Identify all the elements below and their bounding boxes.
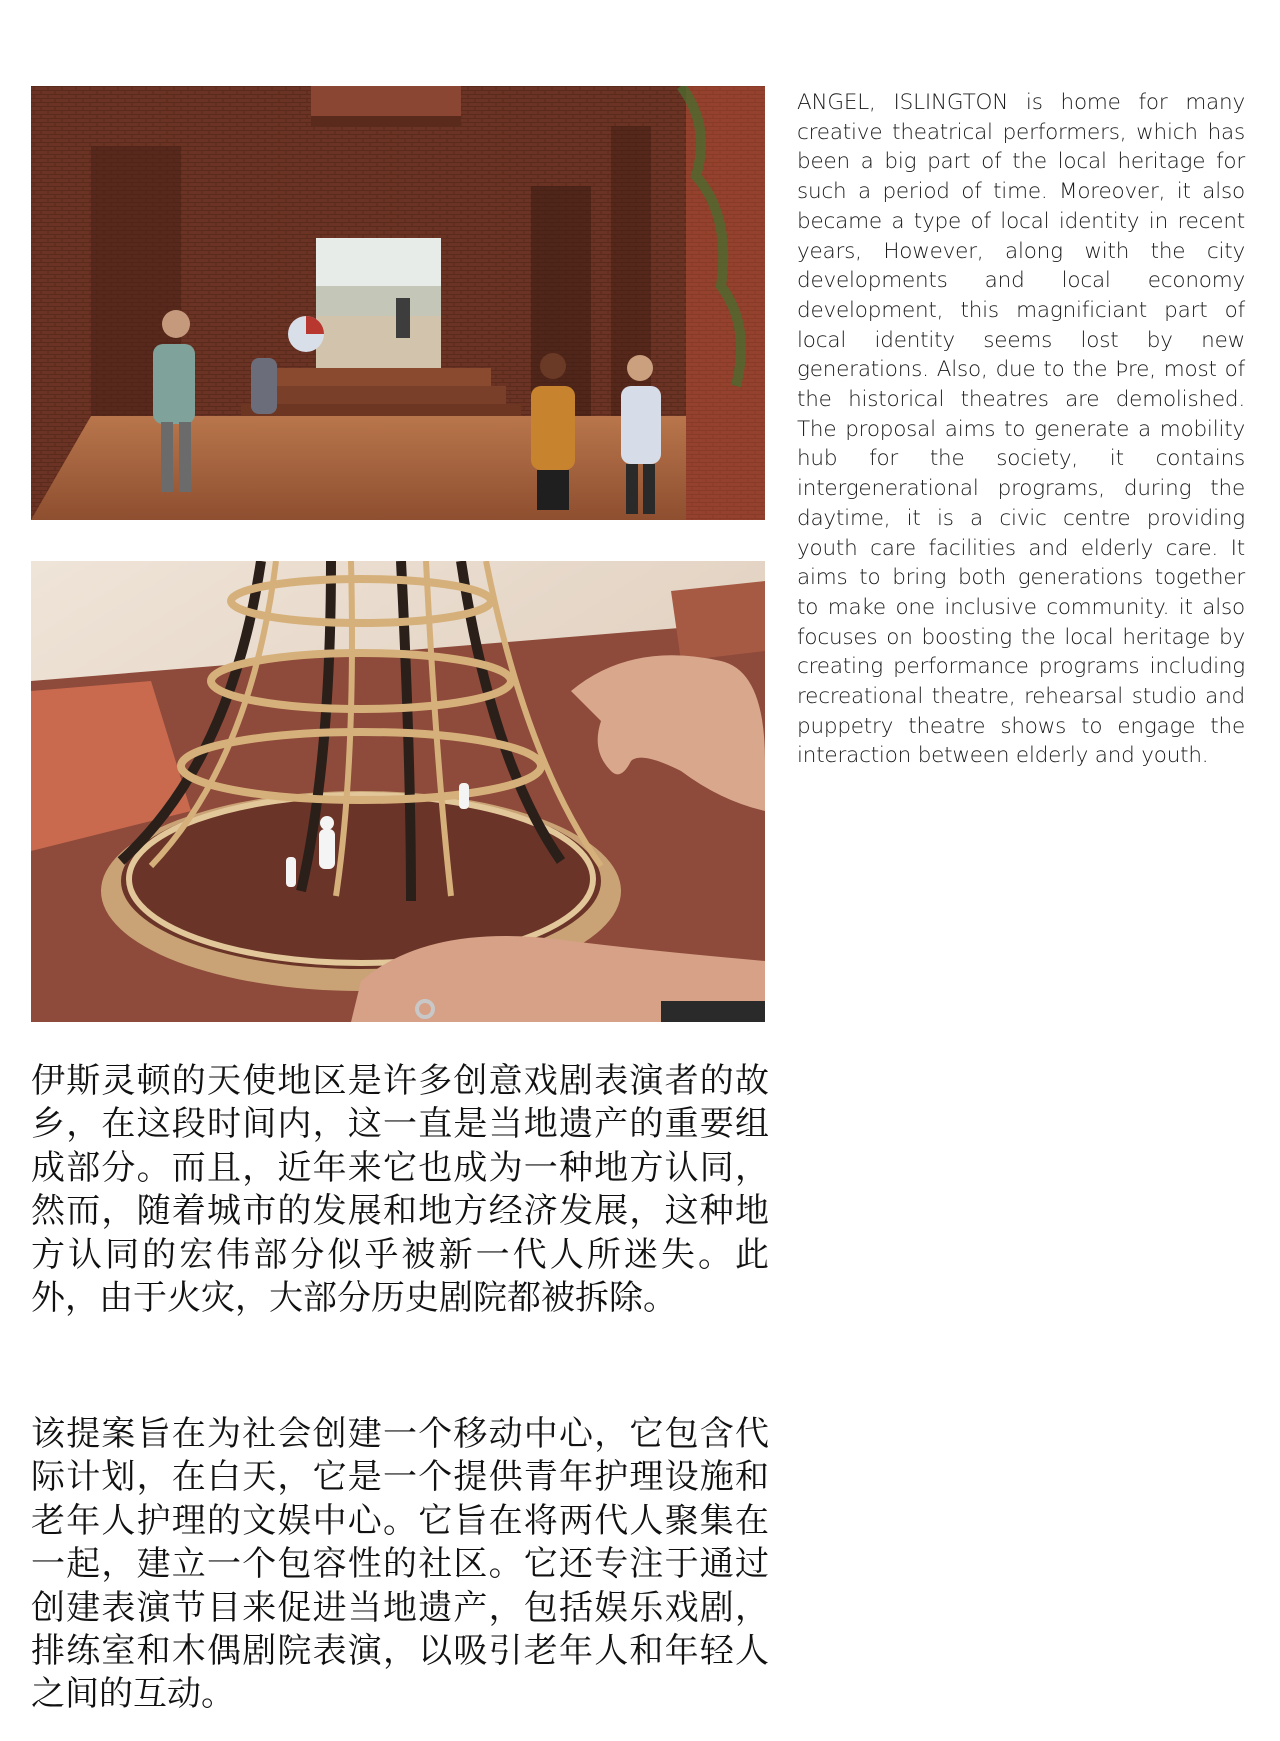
english-description: ANGEL, ISLINGTON is home for many creative theatrical performers, which has been a big part of the local heritage for such a period of time. Moreover, it also became a type of local identity in recent years, However, along with the city developments and local economy development, this magnificiant part of local identity seems lost by new generations. Also, due to the Þre, most of the historical theatres are demolished. The proposal aims to generate a mobility hub for the society, it contains intergenerational programs, during the daytime, it is a civic centre providing youth care facilities and elderly care. It aims to bring both generations together to make one inclusive community. it also focuses on boosting the local heritage by creating performance programs including recreational theatre, rehearsal studio and puppetry theatre shows to engage the interaction between elderly and youth. xyxy=(797,90,1245,769)
courtyard-render-illustration xyxy=(31,86,765,520)
model-photo-illustration xyxy=(31,561,765,1022)
chinese-paragraph-1: 伊斯灵顿的天使地区是许多创意戏剧表演者的故乡，在这段时间内，这一直是当地遗产的重要组成部分。而且，近年来它也成为一种地方认同，然而，随着城市的发展和地方经济发展，这种地方认同的宏伟部分似乎被新一代人所迷失。此外，由于火灾，大部分历史剧院都被拆除。 xyxy=(31,1061,769,1319)
courtyard-render-image xyxy=(31,86,765,520)
wooden-model-photo-image xyxy=(31,561,765,1022)
chinese-paragraph-2: 该提案旨在为社会创建一个移动中心，它包含代际计划，在白天，它是一个提供青年护理设施和老年人护理的文娱中心。它旨在将两代人聚集在一起，建立一个包容性的社区。它还专注于通过创建表演节目来促进当地遗产，包括娱乐戏剧，排练室和木偶剧院表演，以吸引老年人和年轻人之间的互动。 xyxy=(31,1414,769,1715)
